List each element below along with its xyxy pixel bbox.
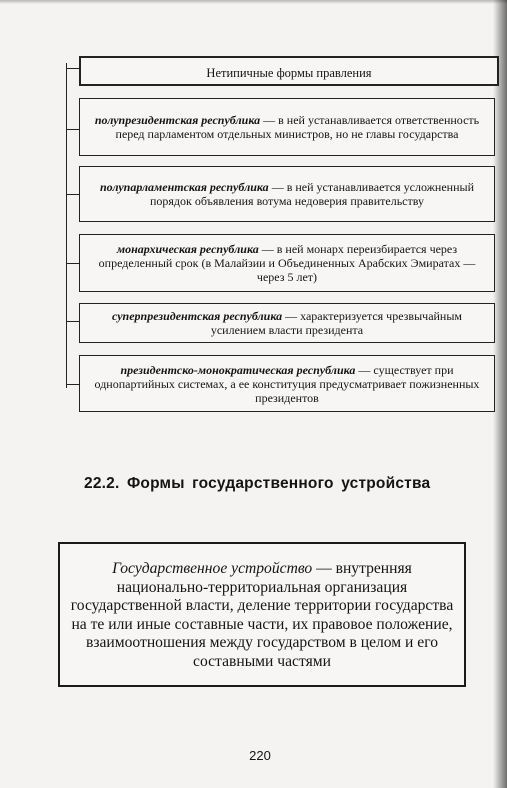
diagram-item-2-text	[86, 180, 488, 208]
page-edge-shadow	[493, 0, 507, 788]
diagram-item-4-desc: — характеризуется чрезвычайным усилением власти президента	[210, 309, 463, 337]
diagram-item-5-text	[86, 363, 488, 405]
diagram-item-3-term: монархическая республика	[116, 242, 259, 256]
definition-text: — внутренняя национально-территориальная организация государственной власти, деление территории государства на те или иные составные части, их правовое положение, взаимоотношения между государством в целом и его составными частями	[70, 560, 454, 670]
diagram-item-3-text	[86, 242, 488, 284]
definition-term: Государственное устройство	[112, 560, 313, 577]
diagram-item-4-term: суперпрезидентская республика	[111, 309, 283, 323]
diagram-item-2-term: полупарламентская республика	[99, 180, 269, 194]
diagram-item-4	[79, 303, 495, 343]
diagram-item-3-desc: — в ней монарх переизбирается через определенный срок (в Малайзии и Объединенных Арабских Эмиратах — через 5 лет)	[98, 242, 476, 284]
scan-top-shadow	[0, 0, 507, 4]
diagram-item-2	[79, 166, 495, 222]
diagram-item-5-term: президентско-монократическая республика	[120, 362, 356, 377]
definition-box	[58, 542, 466, 687]
diagram-title: Нетипичные формы правления	[206, 65, 372, 80]
section-heading: 22.2. Формы государственного устройства	[84, 475, 431, 492]
diagram-item-1-desc: — в ней устанавливается ответственность перед парламентом отдельных министров, но не главы государства	[115, 113, 480, 141]
diagram-title-box	[79, 56, 499, 86]
diagram-item-2-desc: — в ней устанавливается усложненный порядок объявления вотума недоверия правительству	[149, 180, 475, 208]
page-number: 220	[249, 748, 271, 763]
diagram-item-1-text	[86, 113, 488, 141]
diagram-item-3	[79, 234, 495, 292]
diagram-item-1-term: полупрезидентская республика	[94, 113, 261, 127]
diagram-item-5	[79, 355, 495, 412]
diagram-item-4-text	[86, 309, 488, 337]
diagram-item-1	[79, 98, 495, 156]
diagram-connector-bracket	[66, 63, 80, 388]
diagram-item-5-desc: — существует при однопартийных системах, а ее конституция предусматривает пожизненных президентов	[94, 362, 480, 405]
